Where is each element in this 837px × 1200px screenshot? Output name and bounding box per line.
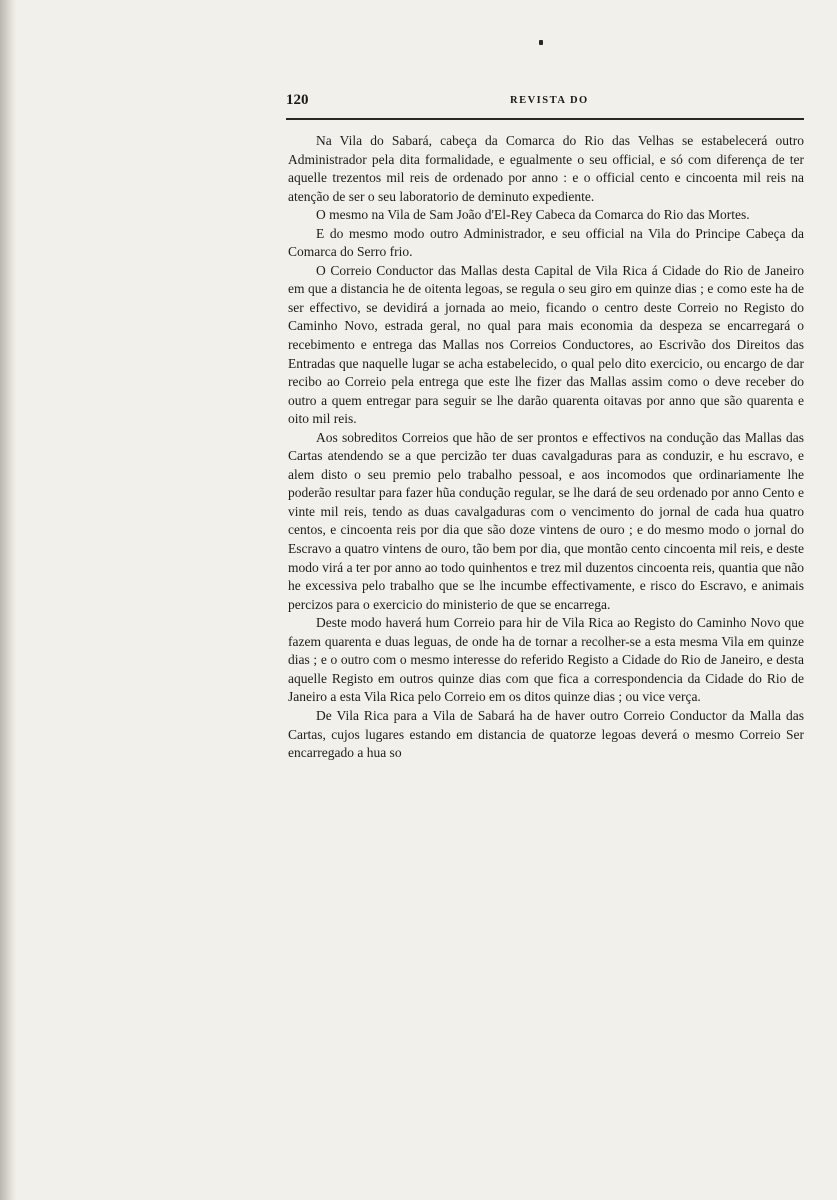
paragraph: Deste modo haverá hum Correio para hir de Vila Rica ao Registo do Caminho Novo que fazem quarenta e duas leguas, de onde ha de tornar a recolher-se a esta mesma Vila em quinze dias ; e o outro com o mesmo interesse do referido Registo a Cidade do Rio de Janeiro, e desta aquelle Registo em outros quinze dias com que fica a correspondencia da Cidade do Rio de Janeiro a esta Vila Rica pelo Correio em os ditos quinze dias ; ou vice verça. bbox=[288, 615, 804, 705]
header-rule bbox=[286, 118, 804, 120]
running-head: REVISTA DO bbox=[510, 95, 589, 106]
paragraph: Aos sobreditos Correios que hão de ser prontos e effectivos na condução das Mallas das Cartas atendendo se a que percizão ter duas cavalgaduras para as conduzir, e hu escravo, e alem disto o seu premio pelo trabalho pessoal, e aos incomodos que ordinariamente lhe poderão resultar para fazer hũa condução regular, se lhe dará de seu ordenado por anno Cento e vinte mil reis, tendo as duas cavalgaduras com o vencimento do jornal de cada hua quatro centos, e cincoenta reis por dia que são doze vintens de ouro ; e do mesmo modo o jornal do Escravo a quatro vintens de ouro, tão bem por dia, que montão cento cincoenta mil reis, e deste modo virá a ter por anno ao todo quinhentos e trez mil duzentos cincoenta reis, quantia que não he excessiva pelo trabalho que se lhe incumbe effectivamente, e risco do Escravo, e animais percizos para o exercicio do ministerio de que se encarrega. bbox=[288, 429, 804, 612]
ink-speck bbox=[539, 40, 543, 45]
page-header bbox=[286, 92, 804, 116]
body-text bbox=[288, 132, 804, 763]
page-number: 120 bbox=[286, 92, 309, 108]
paragraph: O mesmo na Vila de Sam João d'El-Rey Cabeca da Comarca do Rio das Mortes. bbox=[316, 207, 750, 223]
paragraph: Na Vila do Sabará, cabeça da Comarca do Rio das Velhas se estabelecerá outro Administrador pela dita formalidade, e egualmente o seu official, e só com diferença de ter aquelle trezentos mil reis de ordenado por anno : e o official cento e cincoenta mil reis na atenção de ser o seu laboratorio de deminuto expediente. bbox=[288, 133, 804, 204]
paragraph: E do mesmo modo outro Administrador, e seu official na Vila do Principe Cabeça da Comarca do Serro frio. bbox=[288, 225, 804, 260]
book-spine-shadow bbox=[0, 0, 16, 1200]
paragraph: O Correio Conductor das Mallas desta Capital de Vila Rica á Cidade do Rio de Janeiro em que a distancia he de oitenta legoas, se regula o seu giro em quinze dias ; e como este ha de ser effectivo, se devidirá a jornada ao meio, ficando o centro deste Correio no Registo do Caminho Novo, estrada geral, no qual para mais economia da despeza se encarregará o recebimento e entrega das Mallas nos Correios Conductores, ao Escrivão dos Direitos das Entradas que naquelle lugar se acha estabelecido, o qual pelo dito exercicio, ou encargo de dar recibo ao Correio pela entrega que este lhe fizer das Mallas assim como o deve receber do outro a quem entregar para seguir se lhe darão quarenta oitavas por anno que são quarenta e oito mil reis. bbox=[288, 262, 804, 427]
paragraph: De Vila Rica para a Vila de Sabará ha de haver outro Correio Conductor da Malla das Cartas, cujos lugares estando em distancia de quatorze legoas deverá o mesmo Correio Ser encarregado a hua so bbox=[288, 707, 804, 761]
